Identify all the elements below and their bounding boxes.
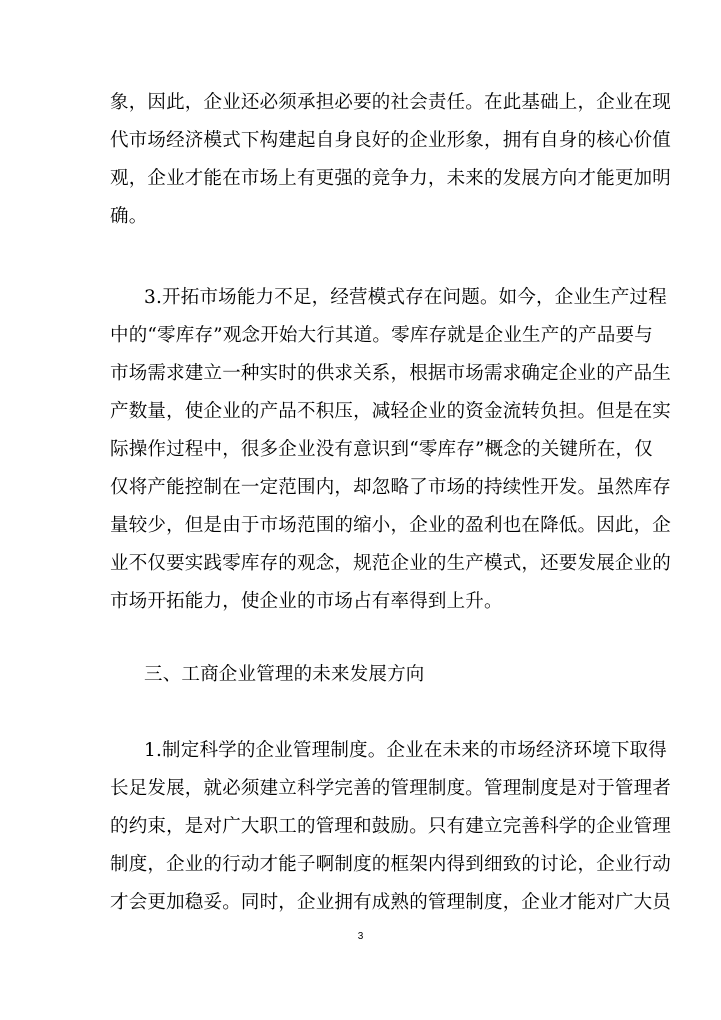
- text-line: 制度，企业的行动才能子啊制度的框架内得到细致的讨论，企业行动: [110, 854, 672, 875]
- text-line: 长足发展，就必须建立科学完善的管理制度。管理制度是对于管理者: [110, 778, 672, 799]
- text-line: 中的“零库存”观念开始大行其道。零库存就是企业生产的产品要与: [110, 325, 653, 346]
- text-line: 市场开拓能力，使企业的市场占有率得到上升。: [110, 591, 503, 612]
- page-number: 3: [357, 931, 364, 942]
- text-line: 确。: [110, 206, 148, 227]
- text-line: 1.制定科学的企业管理制度。企业在未来的市场经济环境下取得: [144, 740, 667, 761]
- text-line: 才会更加稳妥。同时，企业拥有成熟的管理制度，企业才能对广大员: [110, 892, 672, 913]
- text-line: 际操作过程中，很多企业没有意识到“零库存”概念的关键所在，仅: [110, 439, 653, 460]
- text-line: 市场需求建立一种实时的供求关系，根据市场需求确定企业的产品生: [110, 363, 672, 384]
- text-line: 3.开拓市场能力不足，经营模式存在问题。如今，企业生产过程: [144, 287, 667, 308]
- text-line: 量较少，但是由于市场范围的缩小，企业的盈利也在降低。因此，企: [110, 515, 672, 536]
- text-line: 仅将产能控制在一定范围内，却忽略了市场的持续性开发。虽然库存: [110, 477, 672, 498]
- text-line: 产数量，使企业的产品不积压，减轻企业的资金流转负担。但是在实: [110, 401, 672, 422]
- section-heading: 三、工商企业管理的未来发展方向: [144, 664, 425, 685]
- text-line: 观，企业才能在市场上有更强的竞争力，未来的发展方向才能更加明: [110, 168, 672, 189]
- text-line: 业不仅要实践零库存的观念，规范企业的生产模式，还要发展企业的: [110, 553, 672, 574]
- text-line: 代市场经济模式下构建起自身良好的企业形象，拥有自身的核心价值: [110, 130, 672, 151]
- text-line: 的约束，是对广大职工的管理和鼓励。只有建立完善科学的企业管理: [110, 816, 672, 837]
- text-line: 象，因此，企业还必须承担必要的社会责任。在此基础上，企业在现: [110, 92, 672, 113]
